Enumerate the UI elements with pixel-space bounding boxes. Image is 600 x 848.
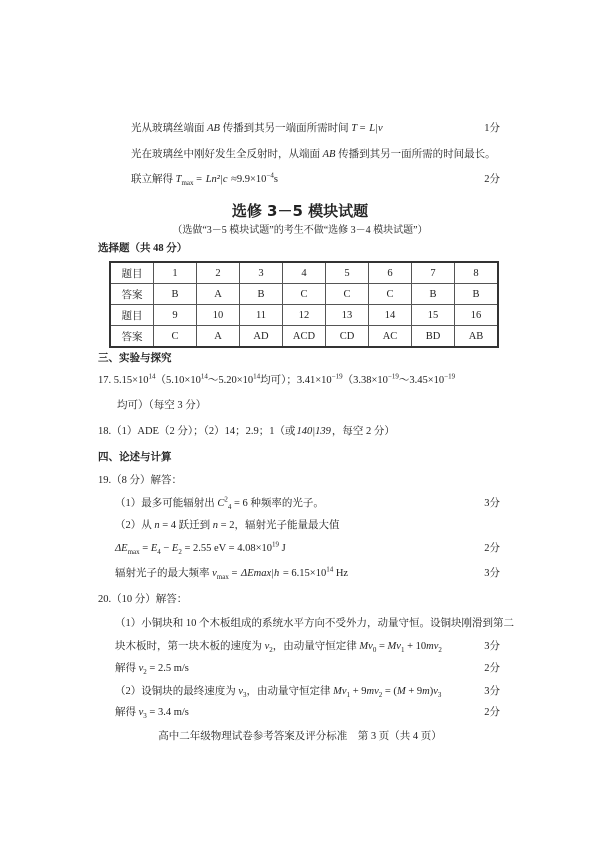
text-segment: 18.（1）ADE（2 分）；（2）14；2.9；1（或 bbox=[98, 426, 296, 437]
text-segment: 14 bbox=[326, 565, 334, 574]
table-cell: 11 bbox=[240, 305, 283, 326]
answer-line bbox=[117, 399, 206, 413]
text-segment: n bbox=[154, 520, 160, 531]
table-row bbox=[110, 305, 498, 326]
text-segment: = 2.55 eV = 4.08×10 bbox=[181, 543, 273, 554]
text-segment: 块木板时，第一块木板的速度为 bbox=[115, 641, 265, 652]
text-segment: ΔE bbox=[115, 543, 128, 554]
text-segment: 2 bbox=[438, 646, 442, 655]
text-segment: 19.（8 分）解答： bbox=[98, 475, 182, 486]
table-cell: 3 bbox=[240, 262, 283, 284]
answer-line bbox=[98, 374, 455, 388]
text-segment: s bbox=[273, 174, 278, 185]
text-segment: C bbox=[217, 498, 225, 509]
score-label: 2分 bbox=[484, 663, 500, 674]
score-label: 3分 bbox=[484, 641, 500, 652]
answer-line bbox=[131, 122, 384, 136]
score-label: 2分 bbox=[484, 174, 500, 185]
table-cell: 5 bbox=[326, 262, 369, 284]
row-header-cell: 题目 bbox=[110, 262, 154, 284]
mc-heading: 选择题（共 48 分） bbox=[98, 243, 188, 254]
text-segment: （5.10×10 bbox=[155, 375, 201, 386]
text-segment: = bbox=[357, 123, 369, 134]
table-cell: A bbox=[197, 326, 240, 348]
row-header-cell: 题目 bbox=[110, 305, 154, 326]
fraction: ΔEmax|h bbox=[241, 568, 280, 579]
text-segment: 均可）（每空 3 分） bbox=[117, 400, 207, 411]
text-segment: ≈9.9×10 bbox=[228, 174, 267, 185]
text-segment: = 2，辐射光子能量最大值 bbox=[218, 520, 340, 531]
text-segment: 2 bbox=[378, 691, 383, 700]
table-cell: 16 bbox=[455, 305, 499, 326]
table-cell: BD bbox=[412, 326, 455, 348]
text-segment: ～3.45×10 bbox=[398, 375, 445, 386]
text-segment: （3.38×10 bbox=[342, 375, 388, 386]
text-segment: max bbox=[216, 573, 229, 582]
text-segment: T bbox=[351, 123, 358, 134]
score-label: 2分 bbox=[484, 707, 500, 718]
table-cell: 4 bbox=[283, 262, 326, 284]
text-segment: −19 bbox=[387, 372, 399, 381]
text-segment: Hz bbox=[333, 568, 349, 579]
text-segment: 3 bbox=[143, 712, 147, 721]
table-cell: 8 bbox=[455, 262, 499, 284]
table-cell: AB bbox=[455, 326, 499, 348]
text-segment: 14 bbox=[148, 372, 156, 381]
text-segment: v bbox=[238, 686, 244, 697]
text-segment: （2）从 bbox=[115, 520, 155, 531]
answer-line bbox=[115, 685, 441, 699]
table-cell: CD bbox=[326, 326, 369, 348]
text-segment: E bbox=[171, 543, 179, 554]
text-segment: mv bbox=[366, 686, 379, 697]
table-cell: B bbox=[455, 284, 499, 305]
table-cell: 14 bbox=[369, 305, 412, 326]
table-cell: 10 bbox=[197, 305, 240, 326]
answer-line bbox=[115, 519, 339, 533]
text-segment: 传播到其另一端面所需时间 bbox=[219, 123, 352, 134]
text-segment: −4 bbox=[266, 171, 274, 180]
table-cell: 15 bbox=[412, 305, 455, 326]
answer-line bbox=[115, 542, 286, 556]
text-segment: = ( bbox=[382, 686, 397, 697]
text-segment: 2 bbox=[143, 668, 147, 677]
text-segment: Mv bbox=[359, 641, 373, 652]
text-segment: 0 bbox=[372, 646, 377, 655]
text-segment: 联立解得 bbox=[131, 174, 176, 185]
section-title: 选修 3－5 模块试题 bbox=[231, 202, 369, 220]
table-cell: 2 bbox=[197, 262, 240, 284]
text-segment: 2 bbox=[269, 646, 273, 655]
text-segment: −19 bbox=[444, 372, 456, 381]
table-cell: 12 bbox=[283, 305, 326, 326]
text-segment: 20.（10 分）解答： bbox=[98, 594, 188, 605]
answer-line bbox=[98, 352, 172, 366]
page-footer: 高中二年级物理试卷参考答案及评分标准 第 3 页（共 4 页） bbox=[158, 731, 442, 742]
score-label: 2分 bbox=[484, 543, 500, 554]
table-cell: 1 bbox=[154, 262, 197, 284]
text-segment: = bbox=[228, 568, 241, 579]
text-segment: + 9 bbox=[405, 686, 423, 697]
answer-line bbox=[131, 173, 278, 187]
text-segment: mv bbox=[426, 641, 439, 652]
text-segment: 1 bbox=[400, 646, 405, 655]
text-segment: 17. 5.15×10 bbox=[98, 375, 149, 386]
text-segment: = 6 种频率的光子。 bbox=[231, 498, 324, 509]
table-row bbox=[110, 262, 498, 284]
answer-line bbox=[115, 617, 514, 631]
text-segment: −19 bbox=[331, 372, 343, 381]
text-segment: = bbox=[139, 543, 151, 554]
text-segment: = 2.5 m/s bbox=[146, 663, 189, 674]
fraction: Ln²|c bbox=[205, 174, 228, 185]
text-segment: 均可）；3.41×10 bbox=[260, 375, 332, 386]
text-segment: 14 bbox=[253, 372, 261, 381]
table-cell: B bbox=[154, 284, 197, 305]
text-segment: = bbox=[376, 641, 388, 652]
answer-table bbox=[109, 261, 499, 348]
text-segment: max bbox=[127, 548, 140, 557]
table-cell: ACD bbox=[283, 326, 326, 348]
fraction: 140|139 bbox=[296, 426, 331, 437]
table-cell: AC bbox=[369, 326, 412, 348]
table-cell: 13 bbox=[326, 305, 369, 326]
text-segment: 光从玻璃丝端面 bbox=[131, 123, 208, 134]
text-segment: Mv bbox=[387, 641, 401, 652]
score-label: 3分 bbox=[484, 568, 500, 579]
text-segment: m bbox=[422, 686, 430, 697]
text-segment: 3 bbox=[243, 691, 247, 700]
score-label: 3分 bbox=[484, 498, 500, 509]
table-row bbox=[110, 326, 498, 348]
text-segment: 2 bbox=[178, 548, 182, 557]
text-segment: ，由动量守恒定律 bbox=[246, 686, 334, 697]
section-heading: 三、实验与探究 bbox=[98, 353, 172, 364]
text-segment: + 10 bbox=[404, 641, 427, 652]
row-header-cell: 答案 bbox=[110, 326, 154, 348]
text-segment: 光在玻璃丝中刚好发生全反射时，从端面 bbox=[131, 149, 323, 160]
table-cell: C bbox=[326, 284, 369, 305]
text-segment: = 3.4 m/s bbox=[146, 707, 189, 718]
table-row bbox=[110, 284, 498, 305]
text-segment: ～5.20×10 bbox=[207, 375, 254, 386]
text-segment: 解得 bbox=[115, 663, 139, 674]
text-segment: 解得 bbox=[115, 707, 139, 718]
text-segment: + 9 bbox=[350, 686, 367, 697]
table-cell: B bbox=[240, 284, 283, 305]
text-segment: （1）小铜块和 10 个木板组成的系统水平方向不受外力，动量守恒。设铜块刚滑到第二 bbox=[115, 618, 514, 629]
text-segment: 传播到其另一面所需的时间最长。 bbox=[335, 149, 496, 160]
section-subtitle: （选做“3－5 模块试题”的考生不做“选修 3－4 模块试题”） bbox=[172, 225, 428, 236]
table-cell: C bbox=[283, 284, 326, 305]
row-header-cell: 答案 bbox=[110, 284, 154, 305]
answer-line bbox=[98, 425, 395, 439]
answer-line bbox=[115, 640, 442, 654]
text-segment: E bbox=[150, 543, 158, 554]
table-cell: 6 bbox=[369, 262, 412, 284]
text-segment: （1）最多可能辐射出 bbox=[115, 498, 218, 509]
table-cell: C bbox=[369, 284, 412, 305]
table-cell: 9 bbox=[154, 305, 197, 326]
text-segment: n bbox=[212, 520, 219, 531]
text-segment: ，由动量守恒定律 bbox=[272, 641, 360, 652]
answer-line bbox=[98, 451, 172, 465]
text-segment: 2 bbox=[224, 495, 228, 504]
text-segment: AB bbox=[322, 149, 336, 160]
text-segment: ν bbox=[212, 568, 217, 579]
answer-line bbox=[115, 706, 189, 720]
text-segment: 辐射光子的最大频率 bbox=[115, 568, 213, 579]
text-segment: Mv bbox=[333, 686, 347, 697]
score-label: 1分 bbox=[484, 123, 500, 134]
text-segment: max bbox=[181, 179, 194, 188]
text-segment: 4 bbox=[227, 503, 232, 512]
section-heading: 四、论述与计算 bbox=[98, 452, 172, 463]
text-segment: = bbox=[193, 174, 205, 185]
text-segment: ) bbox=[429, 686, 434, 697]
text-segment: ，每空 2 分） bbox=[331, 426, 395, 437]
text-segment: 3 bbox=[437, 691, 442, 700]
table-cell: C bbox=[154, 326, 197, 348]
text-segment: M bbox=[396, 686, 406, 697]
text-segment: v bbox=[433, 686, 438, 697]
text-segment: J bbox=[279, 543, 286, 554]
answer-line bbox=[115, 497, 324, 511]
text-segment: T bbox=[175, 174, 182, 185]
text-segment: 4 bbox=[157, 548, 161, 557]
table-cell: B bbox=[412, 284, 455, 305]
text-segment: v bbox=[264, 641, 270, 652]
text-segment: 14 bbox=[200, 372, 208, 381]
text-segment: 19 bbox=[272, 540, 280, 549]
text-segment: v bbox=[138, 663, 144, 674]
answer-line bbox=[115, 662, 189, 676]
answer-line bbox=[115, 567, 348, 581]
text-segment: AB bbox=[207, 123, 220, 134]
text-segment: = 4 跃迁到 bbox=[159, 520, 213, 531]
text-segment: v bbox=[138, 707, 144, 718]
text-segment: − bbox=[160, 543, 172, 554]
answer-line bbox=[98, 593, 187, 607]
text-segment: （2）设铜块的最终速度为 bbox=[115, 686, 239, 697]
text-segment: 1 bbox=[346, 691, 351, 700]
fraction: L|v bbox=[369, 123, 383, 134]
table-cell: AD bbox=[240, 326, 283, 348]
score-label: 3分 bbox=[484, 686, 500, 697]
table-cell: 7 bbox=[412, 262, 455, 284]
answer-line bbox=[131, 148, 496, 162]
table-cell: A bbox=[197, 284, 240, 305]
text-segment: = 6.15×10 bbox=[280, 568, 327, 579]
answer-line bbox=[98, 474, 182, 488]
